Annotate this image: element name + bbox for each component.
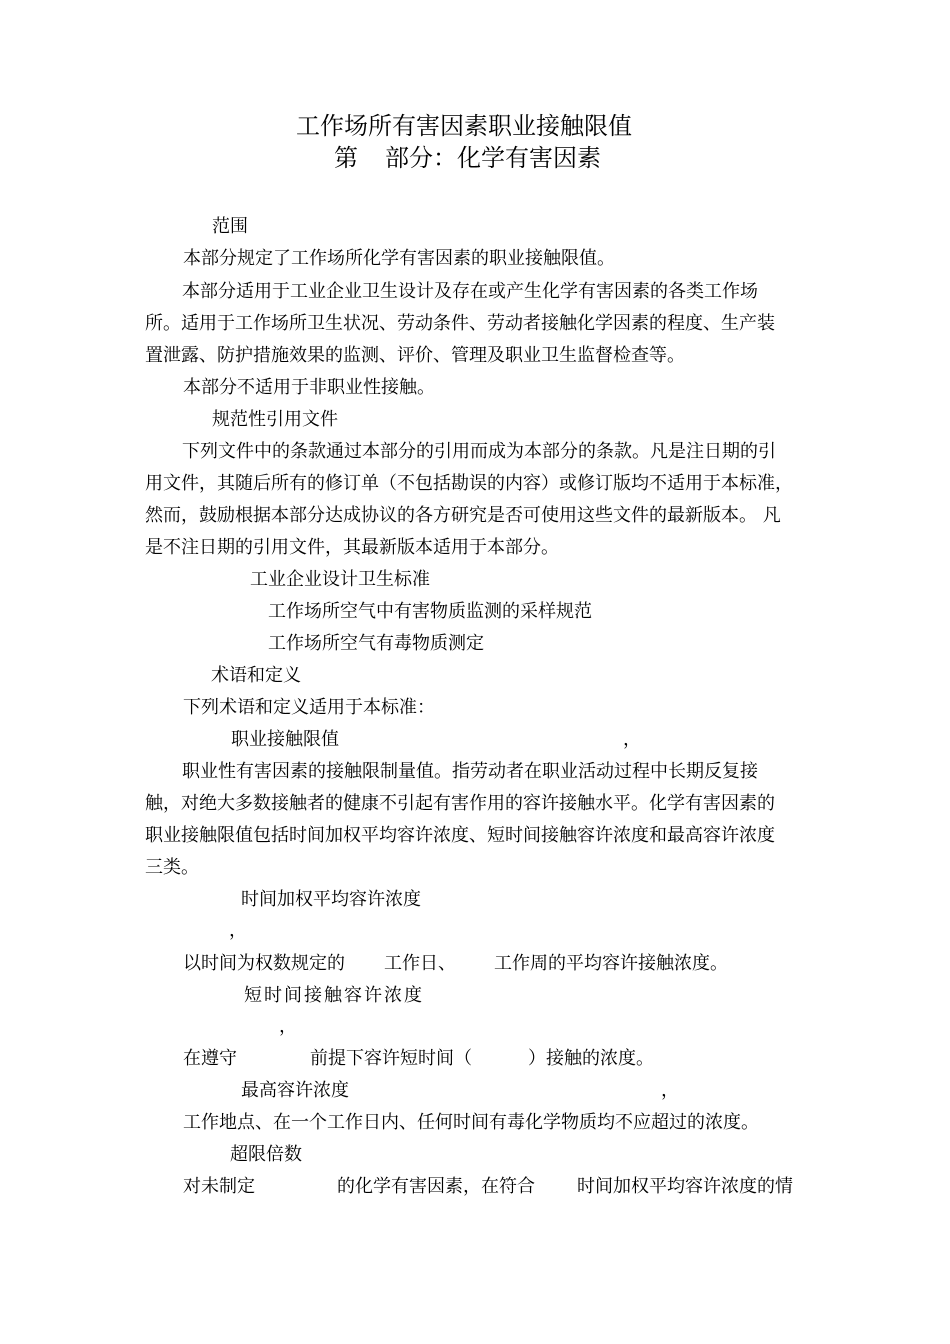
- definition-fragment: 对未制定: [183, 1176, 255, 1197]
- section-heading-normative-references: 规范性引用文件: [212, 409, 338, 430]
- document-title: 工作场所有害因素职业接触限值: [296, 112, 632, 140]
- paragraph-line: 是不注日期的引用文件，其最新版本适用于本部分。: [145, 537, 559, 558]
- definition-fragment: 在遵守: [183, 1048, 237, 1069]
- paragraph-line: 置泄露、防护措施效果的监测、评价、管理及职业卫生监督检查等。: [145, 345, 685, 366]
- term-mac: 最高容许浓度: [241, 1080, 349, 1101]
- paragraph-line: 然而，鼓励根据本部分达成协议的各方研究是否可使用这些文件的最新版本。 凡: [145, 505, 781, 526]
- term-oel: 职业接触限值: [231, 729, 339, 750]
- reference-item: 工作场所空气有毒物质测定: [268, 633, 484, 654]
- definition-line: 职业接触限值包括时间加权平均容许浓度、短时间接触容许浓度和最高容许浓度: [145, 825, 775, 846]
- section-heading-scope: 范围: [212, 216, 248, 237]
- reference-item: 工作场所空气中有害物质监测的采样规范: [268, 601, 592, 622]
- term-excursion-limit: 超限倍数: [230, 1144, 302, 1165]
- paragraph-line: 下列文件中的条款通过本部分的引用而成为本部分的条款。凡是注日期的引: [182, 441, 776, 462]
- definition-line: 三类。: [145, 857, 199, 878]
- term-stel: 短时间接触容许浓度: [244, 985, 424, 1006]
- paragraph: 本部分不适用于非职业性接触。: [183, 377, 435, 398]
- term-separator: ，: [623, 729, 641, 750]
- section-heading-terms: 术语和定义: [211, 665, 301, 686]
- term-separator: ，: [229, 920, 247, 941]
- term-separator: ，: [279, 1016, 297, 1037]
- document-subtitle: 部分：化学有害因素: [385, 144, 601, 172]
- definition-line: 职业性有害因素的接触限制量值。指劳动者在职业活动过程中长期反复接: [182, 761, 758, 782]
- paragraph-line: 所。适用于工作场所卫生状况、劳动条件、劳动者接触化学因素的程度、生产装: [145, 313, 775, 334]
- paragraph-line: 本部分适用于工业企业卫生设计及存在或产生化学有害因素的各类工作场: [182, 281, 758, 302]
- paragraph: 本部分规定了工作场所化学有害因素的职业接触限值。: [183, 248, 615, 269]
- definition-fragment: 工作周的平均容许接触浓度。: [494, 953, 728, 974]
- definition-fragment: 时间加权平均容许浓度的情: [577, 1176, 793, 1197]
- definition-line: 工作地点、在一个工作日内、任何时间有毒化学物质均不应超过的浓度。: [183, 1112, 759, 1133]
- definition-fragment: 以时间为权数规定的: [183, 953, 345, 974]
- document-subtitle-prefix: 第: [334, 144, 358, 172]
- definition-fragment: 前提下容许短时间（: [310, 1048, 472, 1069]
- definition-fragment: 工作日、: [384, 953, 456, 974]
- paragraph: 下列术语和定义适用于本标准：: [183, 697, 435, 718]
- definition-fragment: 的化学有害因素，在符合: [337, 1176, 535, 1197]
- paragraph-line: 用文件，其随后所有的修订单（不包括勘误的内容）或修订版均不适用于本标准，: [145, 473, 793, 494]
- definition-fragment: ）接触的浓度。: [528, 1048, 654, 1069]
- definition-line: 触，对绝大多数接触者的健康不引起有害作用的容许接触水平。化学有害因素的: [145, 793, 775, 814]
- term-separator: ，: [661, 1080, 679, 1101]
- reference-item: 工业企业设计卫生标准: [250, 569, 430, 590]
- term-twa: 时间加权平均容许浓度: [241, 889, 421, 910]
